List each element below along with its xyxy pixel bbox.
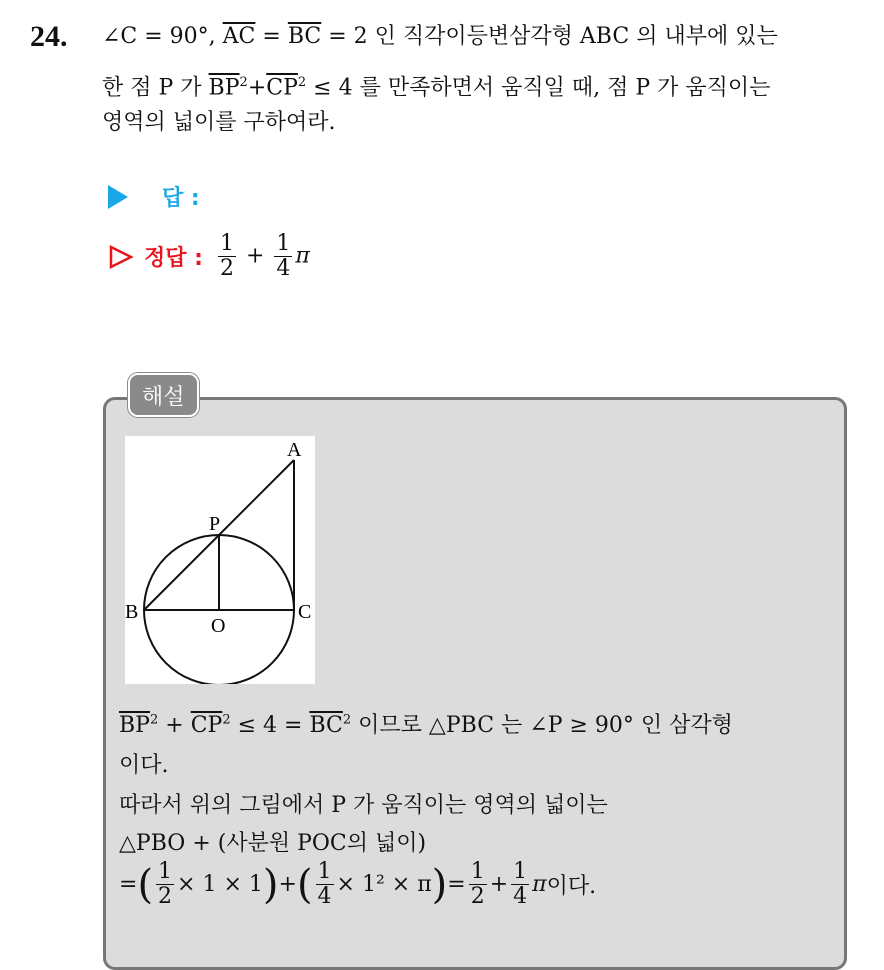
geometry-diagram: [125, 436, 315, 684]
outline-play-icon: [108, 244, 134, 270]
label-o: O: [211, 615, 226, 637]
question-line-2: [102, 68, 770, 103]
label-c: C: [298, 601, 312, 623]
line2-rest: ≤ 4 를 만족하면서 움직일 때, 점 P 가 움직이는: [306, 75, 771, 101]
solution-line-5: = ( $\frac{1}{2}$ × 1 × 1 ) + ( $\frac{1}{4}$ × 1² × π ) = $\frac{1}{2}$ + $\frac{1}{4}$ π 이다.: [119, 859, 597, 910]
question-number: 24.: [30, 20, 68, 53]
answer-label: 답 :: [162, 186, 200, 211]
question-line-3: 영역의 넓이를 구하여라.: [102, 110, 336, 135]
segment-cp: $\overline{CP}$: [266, 75, 298, 101]
label-a: A: [287, 439, 302, 461]
solution-line-4: △PBO + (사분원 POC의 넓이): [119, 831, 427, 856]
correct-answer-row: [108, 232, 310, 281]
question-line-1: [102, 22, 778, 52]
solution-figure: [125, 436, 315, 684]
play-icon: [108, 185, 128, 209]
correct-answer-label: 정답 :: [144, 246, 203, 272]
angle-text: ∠C = 90°,: [102, 24, 223, 49]
segment-bc: $\overline{BC}$: [287, 24, 322, 49]
answer-row: [108, 181, 200, 212]
line2-pre: 한 점 P 가: [102, 75, 209, 101]
exp-2: 2: [297, 75, 307, 90]
correct-answer-value: $\frac{1}{2}$ + $\frac{1}{4}$ π: [219, 231, 310, 282]
eq-text: =: [255, 24, 288, 49]
label-p: P: [209, 513, 221, 535]
segment-bp: $\overline{BP}$: [208, 75, 240, 101]
solution-tag: 해설: [128, 373, 199, 417]
solution-line-2: 이다.: [119, 753, 169, 778]
label-b: B: [125, 601, 139, 623]
plus-sign: +: [247, 75, 267, 101]
line1-rest: = 2 인 직각이등변삼각형 ABC 의 내부에 있는: [321, 24, 778, 49]
solution-line-1: $\overline{BP}^2 + \overline{CP}^2 \le 4 = \overline{BC}^2$ 이므로 △PBC 는 ∠P ≥ 90° 인 삼각형: [119, 712, 733, 738]
exp-1: 2: [239, 75, 248, 90]
solution-line-3: 따라서 위의 그림에서 P 가 움직이는 영역의 넓이는: [119, 793, 608, 818]
segment-ac: $\overline{AC}$: [222, 24, 256, 49]
